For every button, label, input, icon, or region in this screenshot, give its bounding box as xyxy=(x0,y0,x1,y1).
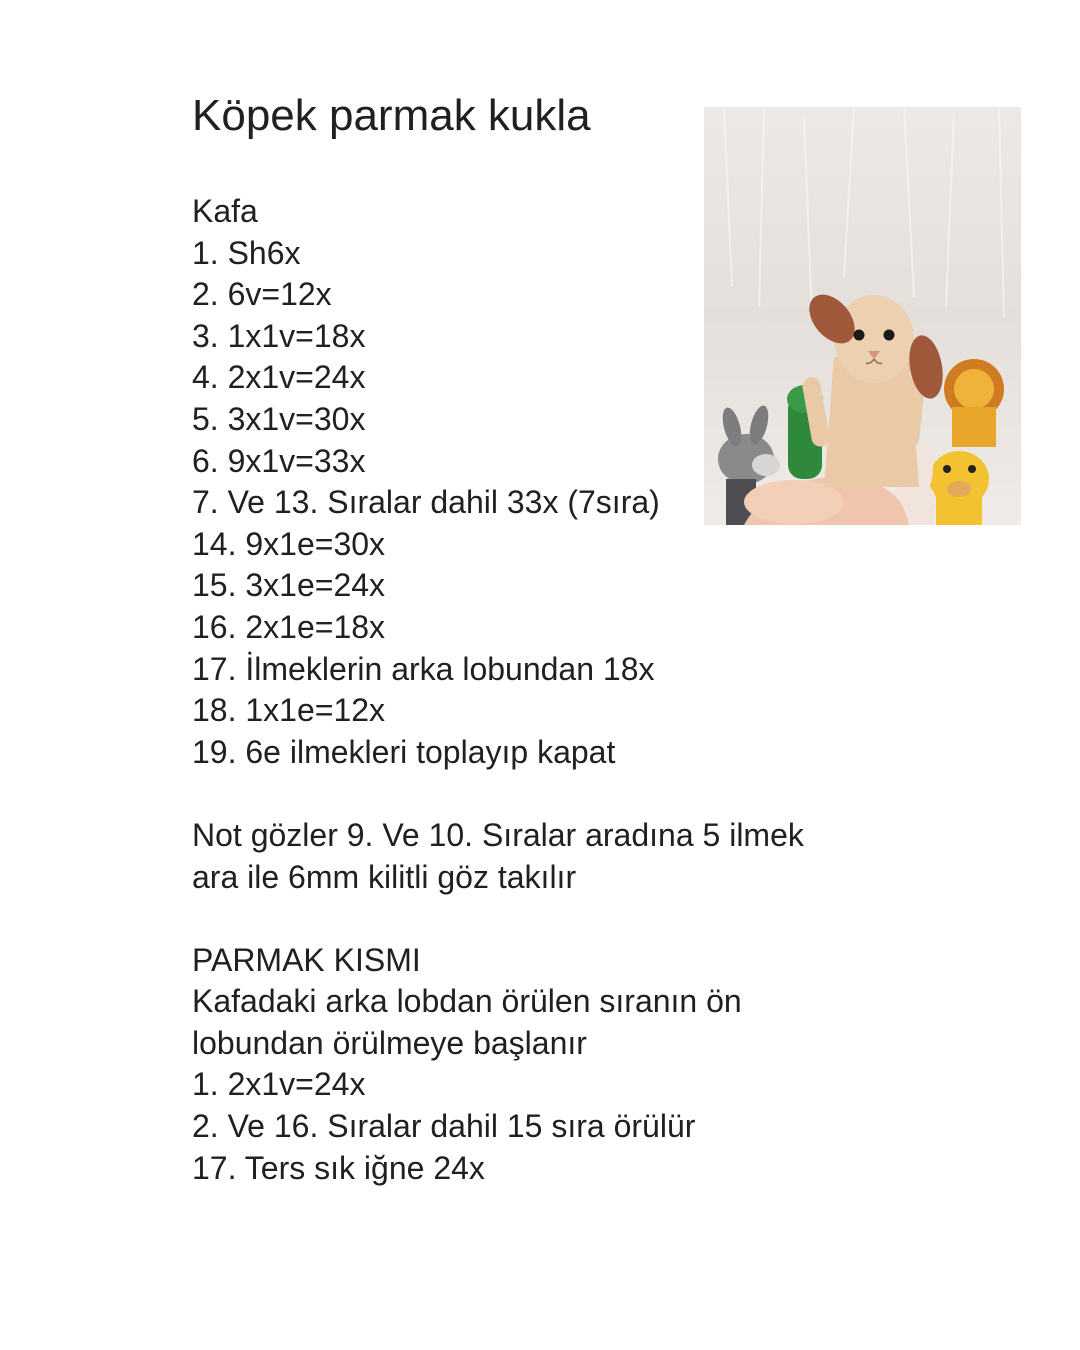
pattern-row: 1. Sh6x xyxy=(192,234,301,271)
giraffe-toy xyxy=(929,451,989,525)
pattern-row: 3. 1x1v=18x xyxy=(192,317,366,354)
pattern-row: 14. 9x1e=30x xyxy=(192,525,386,562)
puppet-photo xyxy=(704,107,1021,525)
pattern-row: 17. Ters sık iğne 24x xyxy=(192,1149,485,1186)
page-title: Köpek parmak kukla xyxy=(192,91,591,140)
pattern-row: 19. 6e ilmekleri toplayıp kapat xyxy=(192,733,616,770)
pattern-row: 6. 9x1v=33x xyxy=(192,442,366,479)
pattern-row: 1. 2x1v=24x xyxy=(192,1066,366,1103)
lion-toy xyxy=(944,359,1004,447)
pattern-row: 18. 1x1e=12x xyxy=(192,692,386,729)
pattern-row: 5. 3x1v=30x xyxy=(192,400,366,437)
finger-intro-line: lobundan örülmeye başlanır xyxy=(192,1024,587,1061)
pattern-row: 2. 6v=12x xyxy=(192,276,332,313)
pattern-row: 2. Ve 16. Sıralar dahil 15 sıra örülür xyxy=(192,1108,696,1145)
section-heading-finger: PARMAK KISMI xyxy=(192,941,421,978)
pattern-row: 15. 3x1e=24x xyxy=(192,567,386,604)
note-line: ara ile 6mm kilitli göz takılır xyxy=(192,858,577,895)
pattern-row: 4. 2x1v=24x xyxy=(192,359,366,396)
spacer xyxy=(192,773,892,815)
finger-intro-line: Kafadaki arka lobdan örülen sıranın ön xyxy=(192,983,742,1020)
spacer xyxy=(192,898,892,940)
section-heading-head: Kafa xyxy=(192,193,258,229)
note-line: Not gözler 9. Ve 10. Sıralar aradına 5 ilmek xyxy=(192,816,804,853)
pattern-row: 17. İlmeklerin arka lobundan 18x xyxy=(192,650,655,687)
pattern-row: 16. 2x1e=18x xyxy=(192,608,386,645)
pattern-row: 7. Ve 13. Sıralar dahil 33x (7sıra) xyxy=(192,484,660,521)
